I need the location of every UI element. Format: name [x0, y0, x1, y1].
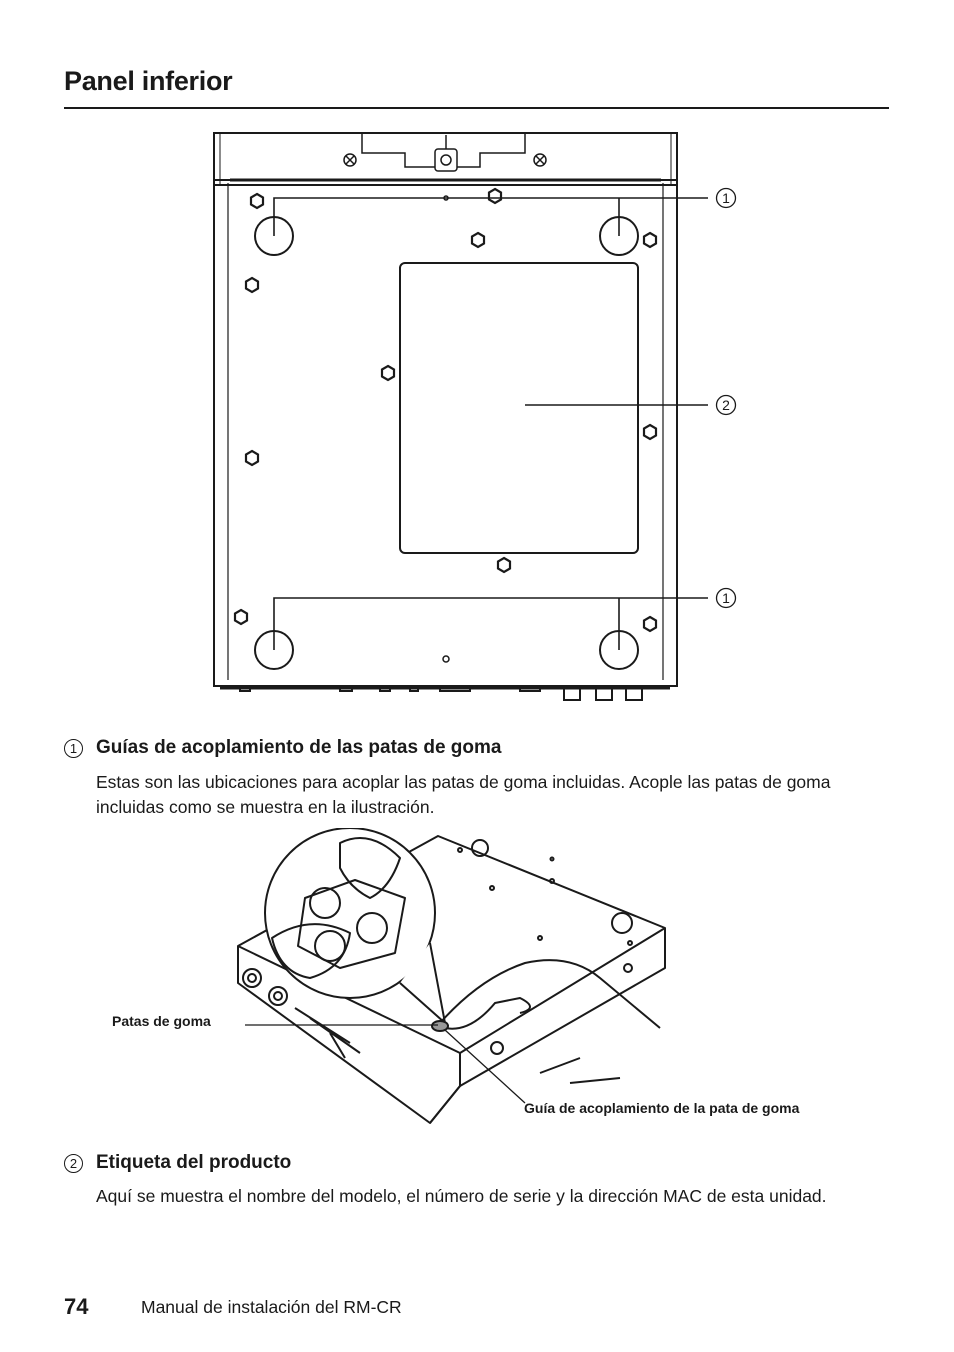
page-title: Panel inferior: [64, 66, 233, 96]
callout-leaders: [274, 198, 708, 650]
section-title-1: Guías de acoplamiento de las patas de goma: [96, 737, 502, 758]
section-heading-2: [64, 1152, 291, 1174]
callout-number-1-top: [717, 189, 736, 208]
section-number-1: 1: [64, 739, 83, 758]
section-heading-1: [64, 737, 501, 759]
section-title-2: Etiqueta del producto: [96, 1152, 292, 1173]
label-foot-guide: Guía de acoplamiento de la pata de goma: [524, 1100, 800, 1116]
rubber-foot-guides: [255, 217, 638, 669]
label-rubber-feet: Patas de goma: [112, 1013, 211, 1029]
callout-number-2: [717, 396, 736, 415]
page-number: 74: [64, 1294, 89, 1319]
svg-text:2: 2: [722, 397, 730, 413]
callout-number-1-bottom: [717, 589, 736, 608]
svg-text:1: 1: [722, 590, 730, 606]
rear-connectors: [220, 686, 670, 700]
section-number-2: 2: [64, 1154, 83, 1173]
rubber-feet-illustration: [100, 828, 900, 1128]
bottom-panel-diagram: [200, 125, 760, 705]
section-text-1: Estas son las ubicaciones para acoplar las patas de goma incluidas. Acople las patas de goma incluidas como se muestra en la ilustración.: [96, 772, 831, 817]
chassis-body: [214, 180, 677, 686]
svg-text:1: 1: [722, 190, 730, 206]
screw-holes: [235, 189, 656, 662]
title-rule: [64, 107, 889, 109]
product-label-area: [400, 263, 638, 553]
footer-text: Manual de instalación del RM-CR: [141, 1297, 402, 1317]
section-text-2: Aquí se muestra el nombre del modelo, el número de serie y la dirección MAC de esta unidad.: [96, 1186, 827, 1206]
